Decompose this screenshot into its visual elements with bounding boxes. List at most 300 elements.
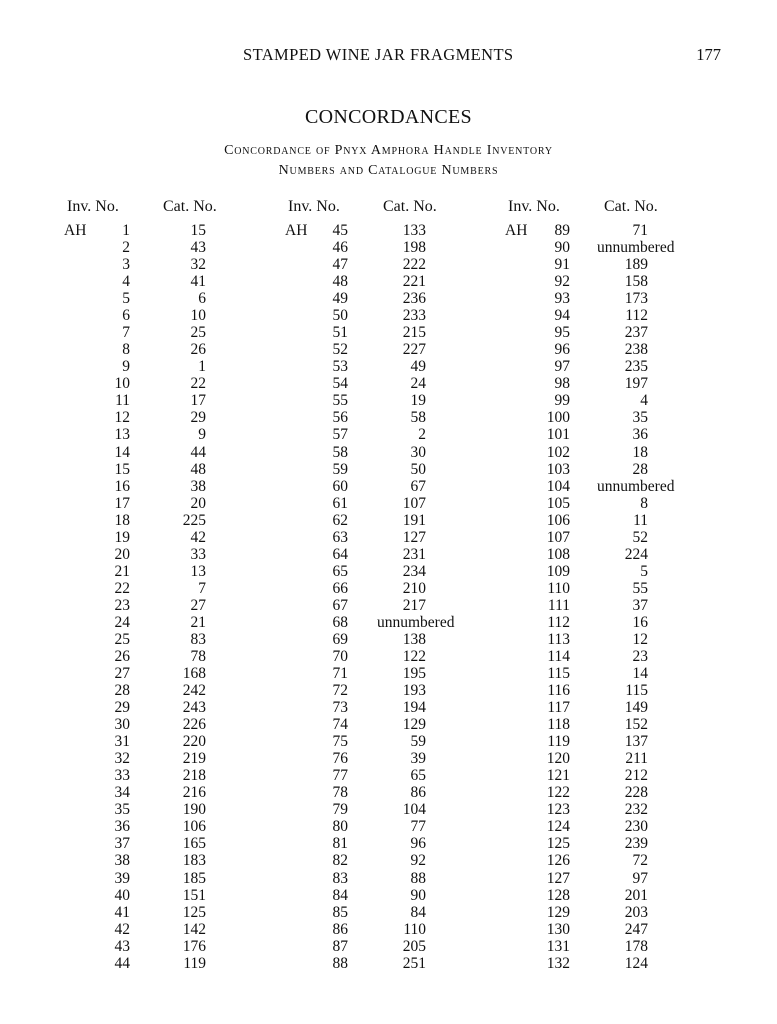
catalogue-number: 190 bbox=[182, 801, 206, 819]
catalogue-number: 234 bbox=[402, 562, 426, 580]
inventory-number: 17 bbox=[114, 494, 130, 512]
catalogue-number: 26 bbox=[190, 341, 206, 359]
table-row bbox=[285, 512, 348, 529]
table-row bbox=[285, 631, 348, 648]
inventory-number: 107 bbox=[546, 528, 570, 546]
inventory-number: 46 bbox=[332, 239, 348, 257]
inventory-number: 63 bbox=[332, 528, 348, 546]
catalogue-number: 65 bbox=[410, 767, 426, 785]
catalogue-number: 41 bbox=[190, 273, 206, 291]
catalogue-number: 191 bbox=[402, 511, 426, 529]
table-row bbox=[64, 256, 130, 273]
inventory-number: 56 bbox=[332, 409, 348, 427]
catalogue-number: 112 bbox=[625, 307, 648, 325]
inventory-number: 103 bbox=[546, 460, 570, 478]
inventory-number: 47 bbox=[332, 256, 348, 274]
table-caption-line-1: Concordance of Pnyx Amphora Handle Inventory bbox=[224, 143, 553, 158]
inventory-number: 104 bbox=[546, 477, 570, 495]
inventory-number: 1 bbox=[122, 222, 130, 239]
catalogue-number: 52 bbox=[632, 528, 648, 546]
catalogue-number: 225 bbox=[182, 511, 206, 529]
inventory-number: 16 bbox=[114, 477, 130, 495]
catalogue-number: 86 bbox=[410, 784, 426, 802]
table-row bbox=[505, 938, 570, 955]
page-number: 177 bbox=[696, 45, 721, 64]
table-row bbox=[285, 273, 348, 290]
catalogue-number: 6 bbox=[198, 290, 206, 308]
catalogue-number: 43 bbox=[190, 239, 206, 257]
catalogue-number: 30 bbox=[410, 443, 426, 461]
inventory-number: 15 bbox=[114, 460, 130, 478]
catalogue-number: 201 bbox=[624, 886, 648, 904]
inventory-number: 111 bbox=[547, 596, 570, 614]
table-row bbox=[505, 767, 570, 784]
table-row bbox=[285, 529, 348, 546]
inventory-number: 36 bbox=[114, 818, 130, 836]
inventory-number: 95 bbox=[554, 324, 570, 342]
table-row bbox=[285, 870, 348, 887]
catalogue-number: 92 bbox=[410, 852, 426, 870]
table-row bbox=[285, 461, 348, 478]
inventory-number: 5 bbox=[122, 290, 130, 308]
table-row bbox=[285, 750, 348, 767]
catalogue-number: 27 bbox=[190, 596, 206, 614]
table-row bbox=[285, 426, 348, 443]
inventory-number: 25 bbox=[114, 630, 130, 648]
inventory-number: 80 bbox=[332, 818, 348, 836]
catalogue-number: 104 bbox=[402, 801, 426, 819]
catalogue-number: 158 bbox=[624, 273, 648, 291]
catalogue-number: 58 bbox=[410, 409, 426, 427]
inventory-number: 113 bbox=[547, 630, 570, 648]
table-row bbox=[505, 426, 570, 443]
inventory-number: 82 bbox=[332, 852, 348, 870]
table-row bbox=[285, 614, 348, 631]
table-row bbox=[285, 478, 348, 495]
table-row bbox=[285, 290, 348, 307]
catalogue-number: 193 bbox=[402, 682, 426, 700]
table-row bbox=[505, 870, 570, 887]
inventory-number: 74 bbox=[332, 716, 348, 734]
catalogue-number: 242 bbox=[182, 682, 206, 700]
table-row bbox=[285, 409, 348, 426]
inventory-number: 54 bbox=[332, 375, 348, 393]
catalogue-number: 42 bbox=[190, 528, 206, 546]
section-title: CONCORDANCES bbox=[305, 106, 472, 128]
inventory-number: 70 bbox=[332, 648, 348, 665]
catalogue-number: 1 bbox=[198, 358, 206, 376]
inventory-number: 8 bbox=[122, 341, 130, 359]
inventory-number: 22 bbox=[114, 579, 130, 597]
inventory-number: 37 bbox=[114, 835, 130, 853]
catalogue-number: 119 bbox=[183, 954, 206, 972]
catalogue-number: 20 bbox=[190, 494, 206, 512]
table-row bbox=[505, 699, 570, 716]
catalogue-number: 221 bbox=[402, 273, 426, 291]
catalogue-number: 21 bbox=[190, 613, 206, 631]
catalogue-number: 97 bbox=[632, 869, 648, 887]
table-row bbox=[505, 887, 570, 904]
inventory-number: 109 bbox=[546, 562, 570, 580]
table-row bbox=[505, 648, 570, 665]
table-row bbox=[505, 665, 570, 682]
table-row bbox=[505, 614, 570, 631]
catalogue-number: 127 bbox=[402, 528, 426, 546]
table-row bbox=[64, 801, 130, 818]
table-row bbox=[64, 324, 130, 341]
inventory-number: 50 bbox=[332, 307, 348, 325]
inventory-number: 42 bbox=[114, 920, 130, 938]
catalogue-number: 247 bbox=[624, 920, 648, 938]
inventory-number: 89 bbox=[554, 222, 570, 239]
column-header-cat-no: Cat. No. bbox=[163, 198, 217, 215]
table-row bbox=[505, 921, 570, 938]
catalogue-number: 67 bbox=[410, 477, 426, 495]
inventory-number: 3 bbox=[122, 256, 130, 274]
table-row bbox=[505, 409, 570, 426]
table-row bbox=[64, 222, 130, 239]
catalogue-number: 232 bbox=[624, 801, 648, 819]
catalogue-number: 48 bbox=[190, 460, 206, 478]
catalogue-number: 11 bbox=[633, 511, 648, 529]
table-row bbox=[285, 546, 348, 563]
table-row bbox=[64, 955, 130, 972]
inventory-number: 68 bbox=[332, 613, 348, 631]
catalogue-number: 44 bbox=[190, 443, 206, 461]
table-row bbox=[64, 512, 130, 529]
catalogue-number: 226 bbox=[182, 716, 206, 734]
catalogue-number: 32 bbox=[190, 256, 206, 274]
table-row bbox=[285, 682, 348, 699]
inventory-number: 94 bbox=[554, 307, 570, 325]
catalogue-number: 210 bbox=[402, 579, 426, 597]
catalogue-number: 137 bbox=[624, 733, 648, 751]
inventory-number: 31 bbox=[114, 733, 130, 751]
catalogue-number: 110 bbox=[403, 920, 426, 938]
table-row bbox=[285, 699, 348, 716]
inventory-number: 40 bbox=[114, 886, 130, 904]
catalogue-number: 138 bbox=[402, 630, 426, 648]
catalogue-number: 122 bbox=[402, 648, 426, 665]
table-row bbox=[64, 682, 130, 699]
inventory-number: 20 bbox=[114, 545, 130, 563]
inventory-number: 62 bbox=[332, 511, 348, 529]
table-row bbox=[285, 835, 348, 852]
table-row bbox=[64, 341, 130, 358]
table-row bbox=[64, 767, 130, 784]
inventory-number: 126 bbox=[546, 852, 570, 870]
table-row bbox=[64, 614, 130, 631]
inventory-number: 26 bbox=[114, 648, 130, 665]
table-row bbox=[285, 222, 348, 239]
table-row bbox=[285, 307, 348, 324]
catalogue-number: 35 bbox=[632, 409, 648, 427]
table-row bbox=[64, 273, 130, 290]
table-row bbox=[505, 273, 570, 290]
catalogue-number: 215 bbox=[402, 324, 426, 342]
inventory-number: 9 bbox=[122, 358, 130, 376]
inventory-number: 88 bbox=[332, 954, 348, 972]
inventory-number: 10 bbox=[114, 375, 130, 393]
table-row bbox=[285, 392, 348, 409]
table-row bbox=[64, 529, 130, 546]
catalogue-number: 78 bbox=[190, 648, 206, 665]
table-row bbox=[285, 733, 348, 750]
catalogue-number: 37 bbox=[632, 596, 648, 614]
catalogue-number: 238 bbox=[624, 341, 648, 359]
column-header-inv-no: Inv. No. bbox=[288, 198, 340, 215]
table-row bbox=[285, 648, 348, 665]
table-row bbox=[285, 767, 348, 784]
inventory-number: 52 bbox=[332, 341, 348, 359]
table-row bbox=[64, 852, 130, 869]
inventory-number: 75 bbox=[332, 733, 348, 751]
inventory-number: 38 bbox=[114, 852, 130, 870]
table-row bbox=[64, 733, 130, 750]
inventory-number: 102 bbox=[546, 443, 570, 461]
catalogue-number: 28 bbox=[632, 460, 648, 478]
inventory-number: 69 bbox=[332, 630, 348, 648]
inventory-prefix: AH bbox=[285, 222, 308, 239]
catalogue-number: 124 bbox=[624, 954, 648, 972]
table-row bbox=[505, 222, 570, 239]
column-header-cat-no: Cat. No. bbox=[383, 198, 437, 215]
inventory-number: 98 bbox=[554, 375, 570, 393]
table-row bbox=[505, 512, 570, 529]
catalogue-number: 231 bbox=[402, 545, 426, 563]
catalogue-number: 178 bbox=[624, 937, 648, 955]
table-row bbox=[505, 444, 570, 461]
table-row bbox=[64, 290, 130, 307]
table-row bbox=[64, 921, 130, 938]
inventory-number: 73 bbox=[332, 699, 348, 717]
table-row bbox=[285, 563, 348, 580]
column-header-inv-no: Inv. No. bbox=[67, 198, 119, 215]
catalogue-number: 107 bbox=[402, 494, 426, 512]
table-caption-line-2: Numbers and Catalogue Numbers bbox=[278, 163, 499, 178]
table-row bbox=[505, 597, 570, 614]
table-row bbox=[64, 580, 130, 597]
table-row bbox=[64, 835, 130, 852]
table-row bbox=[505, 375, 570, 392]
inventory-number: 13 bbox=[114, 426, 130, 444]
table-row bbox=[64, 750, 130, 767]
inventory-number: 48 bbox=[332, 273, 348, 291]
table-row bbox=[64, 307, 130, 324]
catalogue-number: 2 bbox=[418, 426, 426, 444]
catalogue-number: 77 bbox=[410, 818, 426, 836]
table-row bbox=[64, 546, 130, 563]
catalogue-number: 243 bbox=[182, 699, 206, 717]
column-header-inv-no: Inv. No. bbox=[508, 198, 560, 215]
catalogue-number: 212 bbox=[624, 767, 648, 785]
catalogue-number: 227 bbox=[402, 341, 426, 359]
table-row bbox=[64, 495, 130, 512]
catalogue-number: 239 bbox=[624, 835, 648, 853]
inventory-number: 35 bbox=[114, 801, 130, 819]
table-row bbox=[285, 938, 348, 955]
inventory-number: 100 bbox=[546, 409, 570, 427]
table-row bbox=[285, 665, 348, 682]
inventory-number: 110 bbox=[547, 579, 570, 597]
catalogue-number: 50 bbox=[410, 460, 426, 478]
inventory-number: 21 bbox=[114, 562, 130, 580]
table-row bbox=[285, 716, 348, 733]
catalogue-number: unnumbered bbox=[597, 239, 675, 257]
inventory-number: 60 bbox=[332, 477, 348, 495]
table-row bbox=[505, 307, 570, 324]
table-row bbox=[505, 324, 570, 341]
catalogue-number: 39 bbox=[410, 750, 426, 768]
table-row bbox=[505, 529, 570, 546]
catalogue-number: 142 bbox=[182, 920, 206, 938]
table-row bbox=[64, 444, 130, 461]
table-row bbox=[64, 904, 130, 921]
inventory-number: 129 bbox=[546, 903, 570, 921]
catalogue-number: 168 bbox=[182, 665, 206, 683]
inventory-number: 127 bbox=[546, 869, 570, 887]
inventory-number: 6 bbox=[122, 307, 130, 325]
inventory-number: 105 bbox=[546, 494, 570, 512]
table-row bbox=[64, 648, 130, 665]
inventory-number: 116 bbox=[547, 682, 570, 700]
inventory-number: 32 bbox=[114, 750, 130, 768]
catalogue-number: 83 bbox=[190, 630, 206, 648]
inventory-number: 112 bbox=[547, 613, 570, 631]
catalogue-number: 251 bbox=[402, 954, 426, 972]
table-row bbox=[285, 784, 348, 801]
table-row bbox=[505, 852, 570, 869]
catalogue-number: 12 bbox=[632, 630, 648, 648]
inventory-number: 55 bbox=[332, 392, 348, 410]
catalogue-number: 230 bbox=[624, 818, 648, 836]
inventory-number: 101 bbox=[546, 426, 570, 444]
catalogue-number: 84 bbox=[410, 903, 426, 921]
inventory-number: 132 bbox=[546, 954, 570, 972]
inventory-number: 96 bbox=[554, 341, 570, 359]
table-row bbox=[64, 699, 130, 716]
catalogue-number: 90 bbox=[410, 886, 426, 904]
table-row bbox=[505, 801, 570, 818]
inventory-number: 131 bbox=[546, 937, 570, 955]
inventory-number: 86 bbox=[332, 920, 348, 938]
table-row bbox=[285, 852, 348, 869]
catalogue-number: 183 bbox=[182, 852, 206, 870]
catalogue-number: 203 bbox=[624, 903, 648, 921]
catalogue-number: 72 bbox=[632, 852, 648, 870]
table-row bbox=[285, 597, 348, 614]
catalogue-number: 217 bbox=[402, 596, 426, 614]
inventory-number: 72 bbox=[332, 682, 348, 700]
catalogue-number: 49 bbox=[410, 358, 426, 376]
inventory-number: 125 bbox=[546, 835, 570, 853]
inventory-number: 81 bbox=[332, 835, 348, 853]
inventory-number: 114 bbox=[547, 648, 570, 665]
table-row bbox=[285, 375, 348, 392]
catalogue-number: 129 bbox=[402, 716, 426, 734]
inventory-number: 78 bbox=[332, 784, 348, 802]
catalogue-number: 71 bbox=[632, 222, 648, 239]
table-row bbox=[285, 580, 348, 597]
inventory-number: 57 bbox=[332, 426, 348, 444]
inventory-number: 128 bbox=[546, 886, 570, 904]
catalogue-number: 218 bbox=[182, 767, 206, 785]
inventory-number: 27 bbox=[114, 665, 130, 683]
catalogue-number: 59 bbox=[410, 733, 426, 751]
inventory-number: 118 bbox=[547, 716, 570, 734]
table-row bbox=[64, 938, 130, 955]
catalogue-number: 205 bbox=[402, 937, 426, 955]
table-row bbox=[505, 580, 570, 597]
inventory-number: 19 bbox=[114, 528, 130, 546]
table-row bbox=[505, 750, 570, 767]
catalogue-number: 235 bbox=[624, 358, 648, 376]
table-row bbox=[285, 358, 348, 375]
catalogue-number: 133 bbox=[402, 222, 426, 239]
table-row bbox=[505, 392, 570, 409]
table-row bbox=[285, 904, 348, 921]
table-row bbox=[64, 375, 130, 392]
table-row bbox=[64, 784, 130, 801]
inventory-number: 83 bbox=[332, 869, 348, 887]
catalogue-number: 194 bbox=[402, 699, 426, 717]
inventory-number: 99 bbox=[554, 392, 570, 410]
catalogue-number: 17 bbox=[190, 392, 206, 410]
catalogue-number: 23 bbox=[632, 648, 648, 665]
catalogue-number: 13 bbox=[190, 562, 206, 580]
table-row bbox=[505, 631, 570, 648]
inventory-number: 14 bbox=[114, 443, 130, 461]
inventory-number: 24 bbox=[114, 613, 130, 631]
table-row bbox=[505, 478, 570, 495]
table-row bbox=[285, 801, 348, 818]
table-row bbox=[64, 887, 130, 904]
catalogue-number: 4 bbox=[640, 392, 648, 410]
inventory-number: 77 bbox=[332, 767, 348, 785]
inventory-number: 34 bbox=[114, 784, 130, 802]
catalogue-number: 16 bbox=[632, 613, 648, 631]
table-row bbox=[64, 239, 130, 256]
inventory-number: 2 bbox=[122, 239, 130, 257]
catalogue-number: 224 bbox=[624, 545, 648, 563]
table-row bbox=[64, 478, 130, 495]
inventory-number: 117 bbox=[547, 699, 570, 717]
table-row bbox=[505, 461, 570, 478]
catalogue-number: 219 bbox=[182, 750, 206, 768]
catalogue-number: 5 bbox=[640, 562, 648, 580]
inventory-number: 123 bbox=[546, 801, 570, 819]
catalogue-number: 96 bbox=[410, 835, 426, 853]
catalogue-number: 106 bbox=[182, 818, 206, 836]
inventory-number: 43 bbox=[114, 937, 130, 955]
inventory-number: 66 bbox=[332, 579, 348, 597]
inventory-number: 7 bbox=[122, 324, 130, 342]
catalogue-number: 33 bbox=[190, 545, 206, 563]
inventory-number: 18 bbox=[114, 511, 130, 529]
inventory-number: 53 bbox=[332, 358, 348, 376]
catalogue-number: 9 bbox=[198, 426, 206, 444]
catalogue-number: 228 bbox=[624, 784, 648, 802]
inventory-prefix: AH bbox=[505, 222, 528, 239]
table-row bbox=[64, 392, 130, 409]
inventory-number: 39 bbox=[114, 869, 130, 887]
inventory-number: 84 bbox=[332, 886, 348, 904]
table-row bbox=[64, 597, 130, 614]
table-row bbox=[64, 631, 130, 648]
catalogue-number: 25 bbox=[190, 324, 206, 342]
table-row bbox=[505, 955, 570, 972]
catalogue-number: 222 bbox=[402, 256, 426, 274]
